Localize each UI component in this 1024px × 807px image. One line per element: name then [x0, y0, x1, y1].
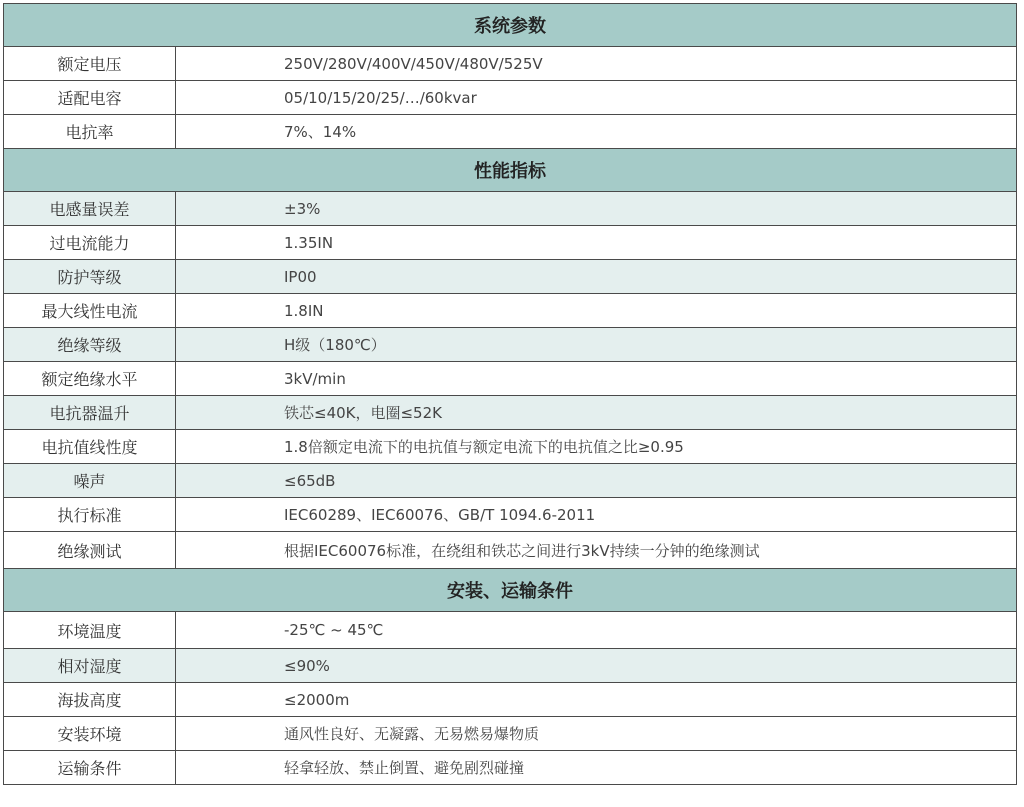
table-row — [4, 751, 1017, 785]
row-label: 电抗值线性度 — [4, 430, 176, 464]
table-row — [4, 362, 1017, 396]
row-label: 环境温度 — [4, 612, 176, 649]
row-value: 铁芯≤40K，电圈≤52K — [176, 396, 1017, 430]
section-title: 性能指标 — [4, 149, 1017, 192]
row-label: 额定绝缘水平 — [4, 362, 176, 396]
row-value: H级（180℃） — [176, 328, 1017, 362]
row-label: 电抗器温升 — [4, 396, 176, 430]
table-row — [4, 115, 1017, 149]
table-row — [4, 294, 1017, 328]
row-label: 电感量误差 — [4, 192, 176, 226]
table-row — [4, 192, 1017, 226]
table-row — [4, 81, 1017, 115]
row-label: 噪声 — [4, 464, 176, 498]
table-row — [4, 717, 1017, 751]
section-title: 系统参数 — [4, 4, 1017, 47]
table-row — [4, 328, 1017, 362]
row-value: 7%、14% — [176, 115, 1017, 149]
table-row — [4, 612, 1017, 649]
row-label: 额定电压 — [4, 47, 176, 81]
row-value: IEC60289、IEC60076、GB/T 1094.6-2011 — [176, 498, 1017, 532]
table-row — [4, 226, 1017, 260]
row-value: 通风性良好、无凝露、无易燃易爆物质 — [176, 717, 1017, 751]
row-value: IP00 — [176, 260, 1017, 294]
row-label: 安装环境 — [4, 717, 176, 751]
row-value: 250V/280V/400V/450V/480V/525V — [176, 47, 1017, 81]
row-label: 防护等级 — [4, 260, 176, 294]
table-row — [4, 47, 1017, 81]
row-label: 相对湿度 — [4, 649, 176, 683]
row-value: -25℃ ~ 45℃ — [176, 612, 1017, 649]
row-value: ≤65dB — [176, 464, 1017, 498]
row-value: ≤90% — [176, 649, 1017, 683]
row-label: 海拔高度 — [4, 683, 176, 717]
row-value: 1.8IN — [176, 294, 1017, 328]
row-label: 最大线性电流 — [4, 294, 176, 328]
row-label: 过电流能力 — [4, 226, 176, 260]
row-value: ≤2000m — [176, 683, 1017, 717]
row-label: 适配电容 — [4, 81, 176, 115]
row-value: 1.8倍额定电流下的电抗值与额定电流下的电抗值之比≥0.95 — [176, 430, 1017, 464]
row-value: 3kV/min — [176, 362, 1017, 396]
row-label: 绝缘测试 — [4, 532, 176, 569]
row-value: ±3% — [176, 192, 1017, 226]
row-value: 05/10/15/20/25/…/60kvar — [176, 81, 1017, 115]
row-label: 执行标准 — [4, 498, 176, 532]
table-row — [4, 683, 1017, 717]
section-header-system-params — [4, 4, 1017, 47]
spec-table — [3, 3, 1017, 785]
table-row — [4, 430, 1017, 464]
table-row — [4, 260, 1017, 294]
section-header-performance — [4, 149, 1017, 192]
row-value: 轻拿轻放、禁止倒置、避免剧烈碰撞 — [176, 751, 1017, 785]
table-row — [4, 396, 1017, 430]
row-label: 运输条件 — [4, 751, 176, 785]
row-value: 1.35IN — [176, 226, 1017, 260]
section-header-install-transport — [4, 569, 1017, 612]
table-row — [4, 649, 1017, 683]
section-title: 安装、运输条件 — [4, 569, 1017, 612]
table-row — [4, 464, 1017, 498]
table-row — [4, 498, 1017, 532]
row-label: 电抗率 — [4, 115, 176, 149]
row-label: 绝缘等级 — [4, 328, 176, 362]
table-row — [4, 532, 1017, 569]
row-value: 根据IEC60076标准，在绕组和铁芯之间进行3kV持续一分钟的绝缘测试 — [176, 532, 1017, 569]
